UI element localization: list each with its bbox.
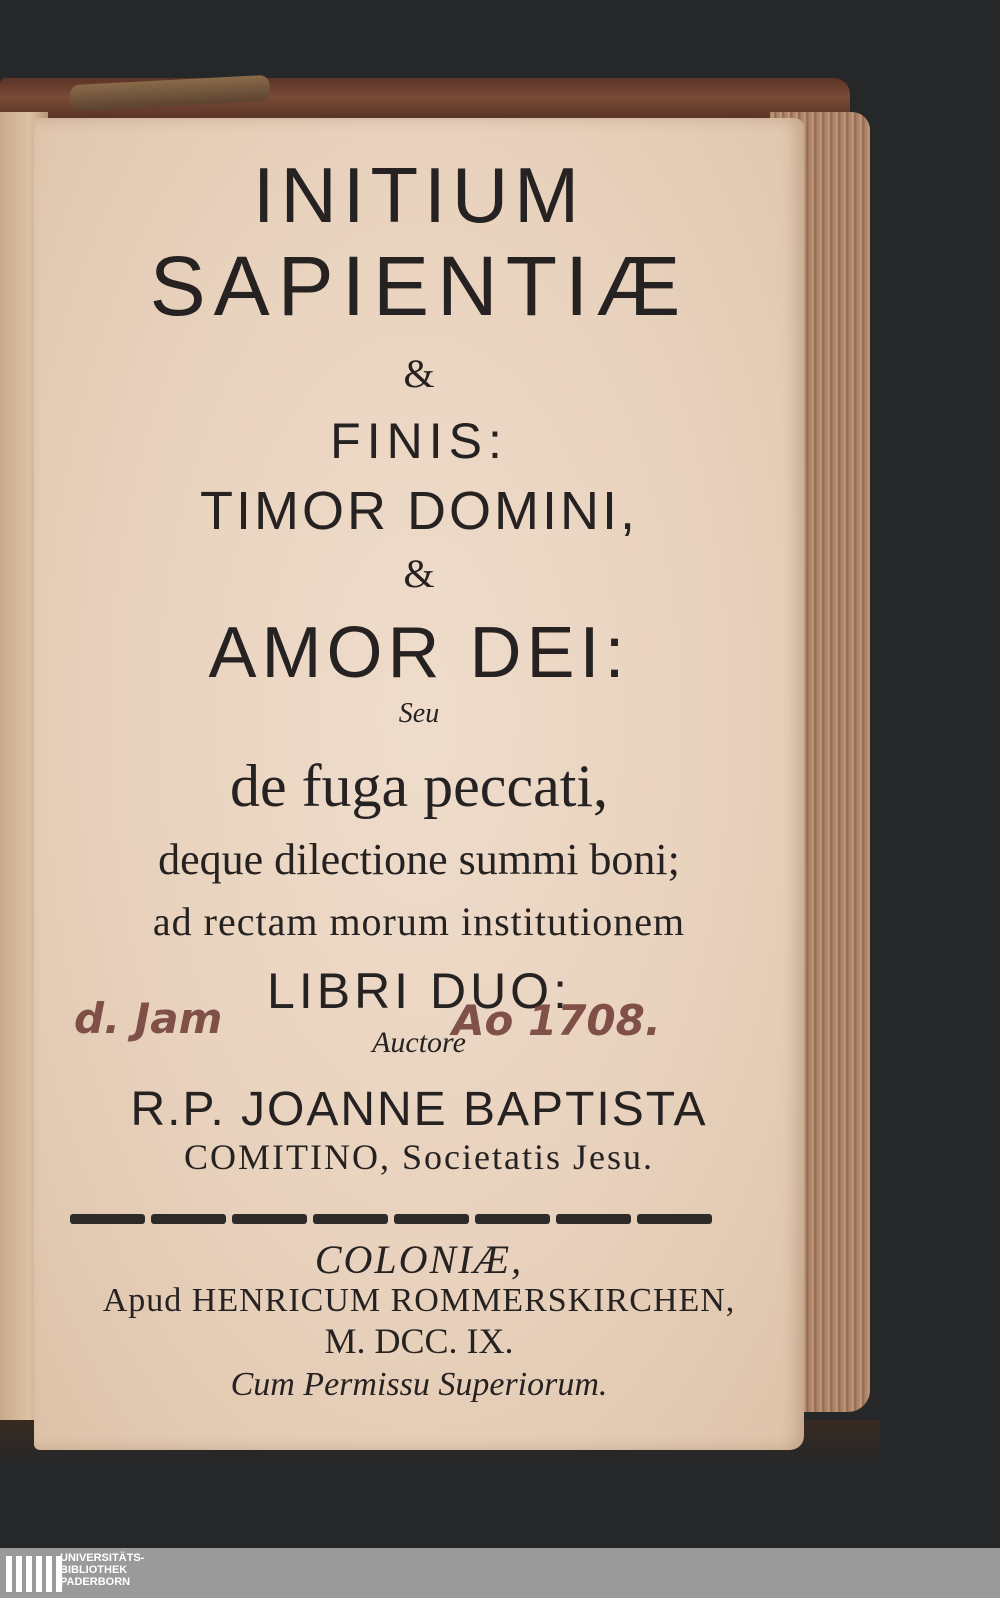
library-name: [60, 1552, 144, 1588]
auctore-word: Auctore: [372, 1026, 466, 1059]
library-name-line-1: UNIVERSITÄTS-: [60, 1552, 145, 1564]
title-line-7: deque dilectione summi boni;: [158, 835, 680, 884]
imprint-place: COLONIÆ,: [314, 1237, 524, 1282]
author-line: R.P. JOANNE BAPTISTA: [130, 1083, 708, 1136]
title-line-2: SAPIENTIÆ: [149, 239, 689, 333]
ampersand-1: &: [403, 351, 435, 396]
library-logo-icon: [6, 1556, 62, 1592]
title-line-5: AMOR DEI:: [208, 613, 630, 693]
imprint-printer: Apud HENRICUM ROMMERSKIRCHEN,: [102, 1282, 736, 1319]
library-name-line-3: PADERBORN: [60, 1576, 131, 1588]
library-name-line-2: BIBLIOTHEK: [60, 1564, 128, 1576]
author-line-2: COMITINO, Societatis Jesu.: [184, 1137, 654, 1177]
title-line-6: de fuga peccati,: [229, 753, 609, 819]
title-line-9: LIBRI DUO:: [267, 963, 571, 1019]
title-line-8: ad rectam morum institutionem: [152, 899, 686, 944]
printers-rule: [70, 1214, 712, 1224]
title-line-4: TIMOR DOMINI,: [200, 481, 638, 541]
title-line-3: FINIS:: [330, 413, 508, 469]
library-footer: [0, 1548, 1000, 1598]
imprint-year: M. DCC. IX.: [324, 1321, 514, 1361]
seu-word: Seu: [398, 698, 440, 729]
handwritten-note-right: Ao 1708.: [452, 996, 661, 1045]
imprint-permission: Cum Permissu Superiorum.: [230, 1366, 608, 1403]
ampersand-2: &: [403, 551, 435, 596]
handwritten-note-left: d. Jam: [74, 994, 223, 1043]
title-line-1: INITIUM: [252, 151, 586, 239]
